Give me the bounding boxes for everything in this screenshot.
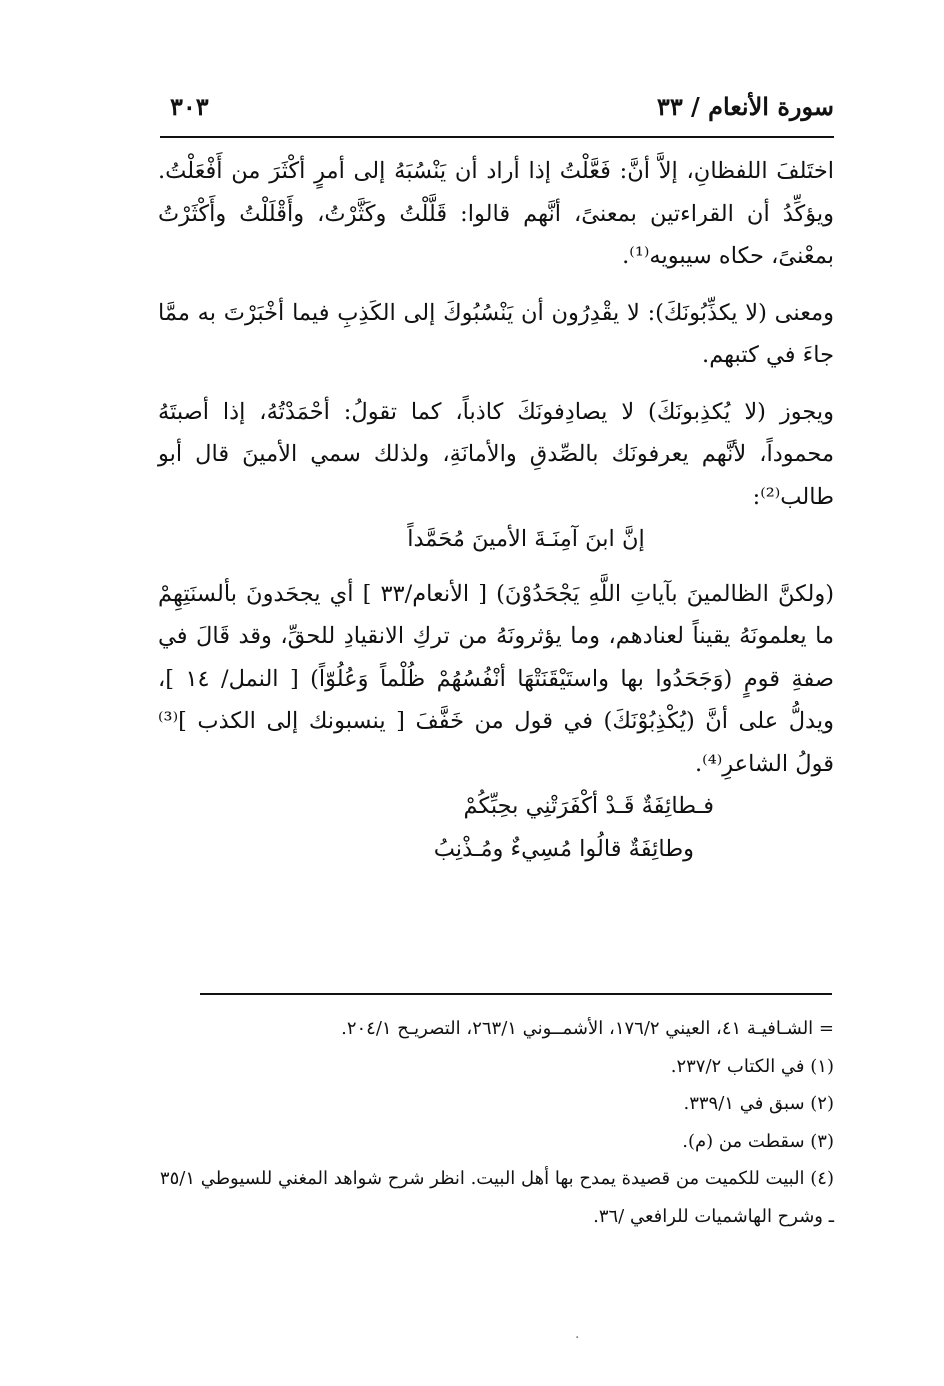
footnotes [158, 1010, 834, 1235]
footnote-4: (٤) البيت للكميت من قصيدة يمدح بها أهل البيت. انظر شرح شواهد المغني للسيوطي ٣٥/١ ـ وشرح الهاشميات للرافعي /٣٦. [159, 1168, 834, 1227]
scan-speck: · [575, 1330, 580, 1346]
paragraph-3: ويجوز (لا يُكذِبونَكَ) لا يصادِفونَكَ كاذباً، كما تقولُ: أحْمَدْتُهُ، إذا أصبتَهُ محموداً، لأنَّهم يعرفونَك بالصِّدقِ والأمانَةِ، ولذلك سمي الأمينَ قال أبو طالب⁽²⁾: [158, 398, 834, 510]
footnote-rule [200, 993, 832, 995]
footnote-3: (٣) سقطت من (م). [682, 1130, 834, 1152]
running-header-title: سورة الأنعام / ٣٣ [656, 92, 834, 121]
paragraph-1: اختَلفَ اللفظانِ، إلاَّ أنَّ: فَعَّلْتُ إذا أراد أن يَنْسُبَهُ إلى أمرٍ أكْثَرَ من أَفْعَلْتُ. ويؤكِّدُ أن القراءتين بمعنىً، أنَّهم قالوا: قَلَّلْتُ وكَثَّرْتُ، وأَقْلَلْتُ وأَكْثَرْتُ بمعْنىً، حكاه سيبويه⁽¹⁾. [158, 158, 834, 269]
verse-line-1: فـطائِفَةٌ قَـدْ أكْفَرَتْنِي بحِبِّكُمْ [463, 793, 714, 819]
paragraph-4: (ولكنَّ الظالمينَ بآياتِ اللَّهِ يَجْحَدُوْنَ) [ الأنعام/٣٣ ] أي يجحَدونَ بألسنَتِهِمْ ما يعلمونَهُ يقيناً لعنادهم، وما يؤثرونَهُ من تركِ الانقيادِ للحقِّ، وقد قَالَ في صفةِ قومٍ (وَجَحَدُوا بها واستَيْقَنَتْهَا أنْفُسُهُمْ ظُلْماً وَعُلُوّاً) [ النمل/ ١٤ ]، ويدلُّ على أنَّ (يُكْذِبُوْنَكَ) في قول من خَفَّفَ [ ينسبونك إلى الكذب ]⁽³⁾ قولُ الشاعرِ⁽⁴⁾. [158, 580, 834, 777]
paragraph-2: ومعنى (لا يكذِّبُونَكَ): لا يقْدِرُون أن يَنْسُبُوكَ إلى الكَذِبِ فيما أخْبَرْتَ به ممَّا جاءَ في كتبهم. [158, 299, 834, 368]
verse-line: إنَّ ابنَ آمِنَـةَ الأمينَ مُحَمَّداً [407, 526, 645, 552]
main-text [158, 150, 834, 870]
footnote-continuation: = الشـافيـة ٤١، العيني ١٧٦/٢، الأشمــوني ٢٦٣/١، التصريـح ٢٠٤/١. [341, 1018, 834, 1039]
footnote-1: (١) في الكتاب ٢٣٧/٢. [670, 1055, 834, 1077]
header-rule [160, 136, 834, 138]
page-number: ٣٠٣ [170, 92, 209, 121]
footnote-2: (٢) سبق في ٣٣٩/١. [683, 1093, 834, 1114]
verse-line-2: وطائِفَةٌ قالُوا مُسِيءٌ ومُـذْنِبُ [433, 835, 694, 862]
